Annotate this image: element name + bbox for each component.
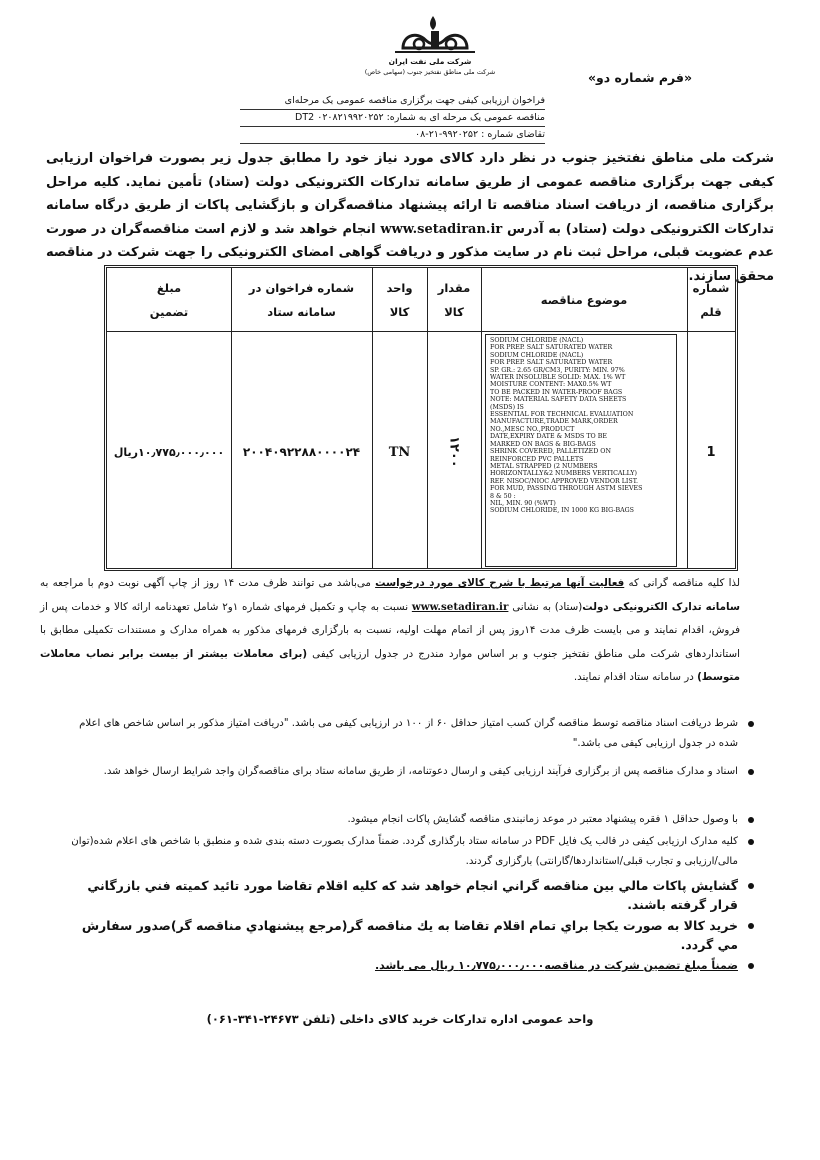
footer-contact: واحد عمومی اداره تدارکات خرید کالای داخلی (تلفن ۲۴۶۷۳-۳۴۱-۰۶۱) bbox=[206, 1012, 594, 1026]
header-divider bbox=[240, 109, 545, 110]
subject-line: DATE,EXPIRY DATE & MSDS TO BE bbox=[490, 433, 607, 441]
subject-line: NOTE: MATERIAL SAFETY DATA SHEETS bbox=[490, 396, 627, 404]
header-text: شماره bbox=[692, 280, 730, 295]
intro-text: شرکت ملی مناطق نفتخیز جنوب در نظر دارد کالای مورد نیاز خود را مطابق جدول زیر بصورت فراخوان ارزیابی کیفی جهت برگزاری مناقصه عمومی از طریق سامانه تدارکات الکترونیکی دولت (ستاد) تأمین نماید. کلیه مراحل برگزاری مناقصه، از دریافت اسناد مناقصه تا ارائه پیشنهاد مناقصه‌گران و بازگشایی پاکات از طریق درگاه سامانه تدارکات الکترونیکی دولت (ستاد) به آدرس bbox=[46, 151, 774, 237]
para-url-link[interactable]: www.setadiran.ir bbox=[411, 600, 509, 613]
subject-line: 8 & 50 : bbox=[490, 492, 516, 500]
subject-line: METAL STRAPPED (2 NUMBERS bbox=[490, 462, 598, 470]
header-call-no bbox=[231, 268, 372, 331]
cell-unit: TN bbox=[388, 444, 411, 460]
cell-row-no: 1 bbox=[706, 444, 716, 460]
bullet-icon bbox=[748, 883, 754, 889]
para-text: لذا کلیه مناقصه گرانی که bbox=[628, 577, 740, 589]
header-text: قلم bbox=[700, 304, 722, 319]
bullet-text: شرط دریافت اسناد مناقصه توسط مناقصه گران کسب امتیاز حداقل ۶۰ از ۱۰۰ در ارزیابی کیفی می باشد. "دریافت امتیاز مذکور بر اساس شاخص های اعلام شده در جدول ارزیابی کیفی می باشد." bbox=[79, 718, 738, 749]
bullet-icon bbox=[748, 923, 754, 929]
intro-url-link[interactable]: www.setadiran.ir bbox=[380, 221, 503, 237]
list-item bbox=[64, 762, 754, 782]
bullet-text: گشايش پاكات مالي بين مناقصه گراني انجام خواهد شد كه كليه اقلام تقاضا مورد تائيد كميته فني بازرگاني قرار گرفته باشند. bbox=[87, 878, 738, 912]
bullet-icon bbox=[748, 721, 754, 727]
company-subtitle: شرکت ملی مناطق نفتخیز جنوب (سهامی خاص) bbox=[364, 68, 496, 76]
subject-line: WATER INSOLUBLE SOLID: MAX. 1% WT bbox=[490, 374, 626, 382]
subject-line: SP. GR.: 2.65 GR/CM3, PURITY: MIN. 97% bbox=[490, 366, 625, 374]
header-divider bbox=[240, 126, 545, 127]
conditions-paragraph bbox=[40, 572, 740, 690]
bullet-text: اسناد و مدارک مناقصه پس از برگزاری فرآیند ارزیابی کیفی و ارسال دعوتنامه، از طریق سامانه ستاد برای مناقصه‌گران واجد شرایط ارسال خواهد شد. bbox=[103, 766, 738, 777]
header-text: تضمین bbox=[149, 304, 189, 319]
header-text: واحد bbox=[386, 280, 413, 295]
subject-line: ESSENTIAL FOR TECHNICAL EVALUATION bbox=[490, 411, 634, 419]
header-text: مقدار bbox=[437, 280, 471, 295]
list-item bbox=[64, 714, 754, 754]
bullet-text: کلیه مدارک ارزیابی کیفی در قالب یک فایل PDF در سامانه ستاد بارگذاری گردد. ضمناً مدارک بصورت دسته بندی شده و منطبق با شاخص های اعلام شده(توان مالی/ارزیابی و تجارب قبلی/استانداردها/گارانتی) بارگزاری گردند. bbox=[71, 836, 738, 867]
para-text: (ستاد) به نشانی bbox=[512, 600, 583, 613]
header-line-3: تقاضای شماره : ۹۹۲۰۲۵۲-۲۱-۰۸ bbox=[415, 129, 545, 140]
subject-line: REF. NISOC/NIOC APPROVED VENDOR LIST. bbox=[490, 477, 638, 485]
subject-line: FOR PREP. SALT SATURATED WATER bbox=[490, 359, 613, 367]
subject-line: HORIZONTALLY&2 NUMBERS VERTICALLY) bbox=[490, 470, 638, 478]
subject-line: FOR PREP. SALT SATURATED WATER bbox=[490, 344, 613, 352]
header-line-1: فراخوان ارزیابی کیفی جهت برگزاری مناقصه عمومی یک مرحله‌ای bbox=[284, 95, 545, 106]
cell-subject bbox=[485, 334, 677, 567]
subject-line: MOISTURE CONTENT: MAX0.5% WT bbox=[490, 381, 612, 389]
para-bold: سامانه تدارک الکترونیکی دولت bbox=[582, 600, 741, 613]
cell-call-no: ۲۰۰۴۰۹۲۲۸۸۰۰۰۰۲۴ bbox=[242, 445, 361, 459]
header-text: سامانه ستاد bbox=[267, 304, 336, 319]
company-name-block bbox=[330, 56, 530, 78]
subject-line: REINFORCED PVC PALLETS bbox=[490, 455, 584, 463]
header-divider bbox=[240, 143, 545, 144]
list-item bbox=[64, 916, 754, 954]
tender-table bbox=[104, 265, 738, 571]
para-bold: (برای معاملات بیشتر از بیست برابر نصاب معاملات متوسط) bbox=[40, 647, 740, 683]
para-text: می‌باشد می توانند ظرف مدت ۱۴ روز از چاپ آگهی نوبت دوم با مراجعه به bbox=[40, 577, 371, 589]
subject-line: MARKED ON BAGS & BIG-BAGS bbox=[490, 440, 596, 448]
header-text: کالا bbox=[389, 304, 410, 319]
header-unit bbox=[372, 268, 427, 331]
subject-line: SHRINK COVERED, PALLETIZED ON bbox=[490, 448, 611, 456]
para-bold: فعالیت آنها مرتبط با شرح کالای مورد درخواست bbox=[375, 577, 625, 589]
para-text: در سامانه ستاد اقدام نمایند. bbox=[573, 671, 694, 683]
cell-guarantee: ۱۰٫۷۷۵٫۰۰۰٫۰۰۰ریال bbox=[113, 445, 225, 459]
bullet-icon bbox=[748, 839, 754, 845]
list-item bbox=[64, 832, 754, 872]
list-item bbox=[64, 876, 754, 914]
bullet-icon bbox=[748, 963, 754, 969]
header-line-2: مناقصه عمومی یک مرحله ای به شماره: DT2 ۰۲۰۸۲۱۹۹۲۰۲۵۲ bbox=[295, 112, 545, 123]
header-text: موضوع مناقصه bbox=[540, 292, 628, 307]
subject-line: SODIUM CHLORIDE (NACL) bbox=[490, 351, 584, 359]
nioc-logo-icon bbox=[385, 14, 485, 56]
list-item bbox=[64, 956, 754, 975]
subject-line: TO BE PACKED IN WATER-PROOF BAGS bbox=[490, 388, 623, 396]
header-text: شماره فراخوان در bbox=[248, 280, 355, 295]
header-lines bbox=[240, 92, 545, 143]
intro-text-after: انجام خواهد شد و لازم است مناقصه‌گران در صورت عدم عضویت قبلی، مراحل ثبت نام در سایت مذکور و دریافت گواهی امضای الکترونیکی را جهت شرکت در مناقصه محقق سازند. bbox=[46, 221, 774, 284]
subject-line: NIL, MIN. 90 (%WT) bbox=[490, 499, 556, 507]
subject-line: FOR MUD, PASSING THROUGH ASTM SIEVES bbox=[490, 485, 643, 493]
subject-line: SODIUM CHLORIDE, IN 1000 KG BIG-BAGS bbox=[490, 507, 634, 515]
subject-line: (MSDS) IS bbox=[490, 403, 524, 411]
bullet-icon bbox=[748, 769, 754, 775]
para-text: نسبت به چاپ و تکمیل فرمهای شماره ۱و۲ شامل تعهدنامه ارائه کالا و خدمات پس از فروش، اقدام نمایند و می بایست ظرف مدت ۱۴روز پس از اتمام مهلت اولیه، نسبت به بارگزاری فرمهای مذکور به همراه مدارک و مستندات تکمیلی مطابق با استانداردهای شرکت ملی مناطق نفتخیز جنوب و بر اساس موارد مندرج در جدول ارزیابی کیفی bbox=[40, 600, 741, 660]
header-text: مبلغ bbox=[156, 280, 182, 295]
bullet-icon bbox=[748, 817, 754, 823]
header-subject bbox=[481, 268, 687, 331]
cell-qty: ۱۲۰۰ bbox=[446, 436, 462, 468]
subject-line: SODIUM CHLORIDE (NACL) bbox=[490, 337, 584, 344]
subject-line: MANUFACTURE,TRADE MARK,ORDER bbox=[490, 418, 618, 426]
list-item bbox=[64, 810, 754, 830]
form-number: «فرم شماره دو» bbox=[587, 70, 693, 85]
header-text: کالا bbox=[444, 304, 464, 319]
subject-line: NO.,MESC NO.,PRODUCT bbox=[490, 425, 575, 433]
company-name: شرکت ملی نفت ایران bbox=[388, 57, 472, 66]
bullet-text: با وصول حداقل ۱ فقره پیشنهاد معتبر در موعد زمانبندی مناقصه گشایش پاکات انجام میشود. bbox=[347, 814, 738, 825]
header-qty bbox=[427, 268, 481, 331]
header-row-no bbox=[687, 268, 735, 331]
bullet-text: خريد كالا به صورت يكجا براي تمام اقلام تقاضا به يك مناقصه گر(مرجع پيشنهادي مناقصه گر)صدور سفارش مي گردد. bbox=[81, 918, 738, 952]
header-guarantee bbox=[107, 268, 231, 331]
bullet-text: ضمناً مبلغ تضمین شرکت در مناقصه۱۰٫۷۷۵٫۰۰۰٫۰۰۰ ریال می باشد. bbox=[374, 959, 738, 972]
